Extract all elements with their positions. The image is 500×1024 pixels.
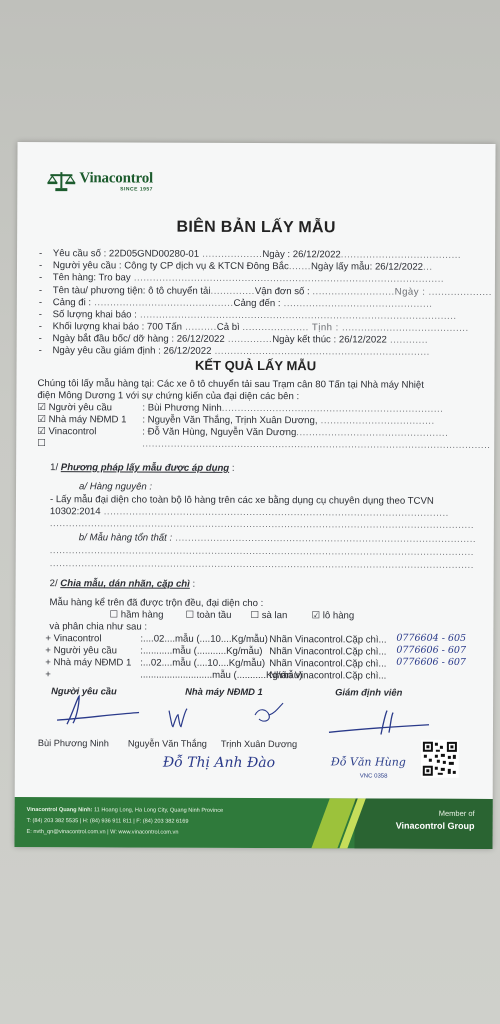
header-field-label: Người yêu cầu : Công ty CP dịch vụ & KTCN Đông Bắc <box>52 260 289 273</box>
footer-group-name: Vinacontrol Group <box>395 820 475 831</box>
section-2-number: 2/ <box>49 578 58 590</box>
split-quantity: :....02....mẫu (....10....Kg/mẫu) <box>140 633 268 646</box>
dotted-leader: ...................................................................................................................................... <box>49 518 475 531</box>
intro-line-2: điện Mông Dương 1 với sự chứng kiến của đại diện các bên : <box>37 390 300 403</box>
header-field-label: Ngày bắt đầu bốc/ dỡ hàng : 26/12/2022 <box>52 333 225 345</box>
bullet-dash: - <box>38 297 53 309</box>
dotted-leader: .............. <box>210 285 255 297</box>
dotted-leader: ..........................Ngày : .................... <box>312 286 492 299</box>
requester-signature-icon <box>43 690 143 730</box>
seal-number: 0776606 - 607 <box>396 656 467 668</box>
dotted-leader: ............................................ <box>91 297 234 309</box>
dotted-leader: ................... <box>199 248 263 261</box>
split-party: + <box>45 669 51 681</box>
header-field-label: Tên tàu/ phương tiện: ô tô chuyển tải <box>52 285 211 297</box>
bullet-dash: - <box>38 321 53 333</box>
bullet-dash: - <box>38 260 53 272</box>
header-field-mid: Cả bì <box>216 321 243 333</box>
dotted-leader: ..................... Tịnh : ........................................ <box>242 321 469 334</box>
result-title: KẾT QUẢ LẤY MẪU <box>194 357 317 374</box>
section-1a-line-1: - Lấy mẫu đại diện cho toàn bộ lô hàng trên các xe bằng dụng cụ chuyên dụng theo TCVN <box>49 494 434 507</box>
header-line <box>39 285 492 298</box>
plant-signature-2-icon <box>249 701 289 737</box>
header-line <box>39 297 433 310</box>
header-line <box>39 272 444 285</box>
party-value <box>142 403 443 415</box>
section-2-heading <box>50 578 196 590</box>
header-field-mid: Ngày lấy mẫu: 26/12/2022 <box>310 261 424 273</box>
section-1-title: Phương pháp lấy mẫu được áp dụng <box>60 462 230 474</box>
party-names: : Đỗ Văn Hùng, Nguyễn Văn Dương <box>142 426 297 439</box>
dotted-leader: .............................................................................................................. <box>142 438 491 452</box>
sample-option-hold: ☐ hầm hàng <box>109 609 164 621</box>
header-field-mid: Vận đơn số : <box>254 285 313 298</box>
dotted-leader: ............ <box>386 334 429 346</box>
section-1-heading <box>50 462 234 474</box>
party-value <box>142 415 434 427</box>
dotted-leader: ....... <box>288 261 312 273</box>
party-names: : Bùi Phương Ninh <box>142 402 222 414</box>
section-1a-label: a/ Hàng nguyên : <box>79 481 153 493</box>
party-value <box>142 427 448 439</box>
split-seal-label: Nhãn Vinacontrol.Cặp chì... <box>269 658 387 670</box>
split-seal-label: Nhãn Vinacontrol.Cặp chì... <box>269 670 387 682</box>
footer-address-text: 11 Hoang Long, Ha Long City, Quang Ninh Province <box>92 807 224 814</box>
header-line <box>39 321 469 334</box>
bullet-dash: - <box>39 248 53 260</box>
section-1-number: 1/ <box>50 462 59 474</box>
plant-label: Nhà máy NĐMD 1 <box>185 685 263 698</box>
seal-number: 0776604 - 605 <box>396 632 467 644</box>
dotted-leader: ................................................ <box>296 427 449 439</box>
plant-name-1: Nguyễn Văn Thắng <box>127 738 207 749</box>
section-1b-line <box>79 532 476 545</box>
split-quantity: :...........mẫu (...........Kg/mẫu) <box>140 645 263 658</box>
footer-company: Vinacontrol Quang Ninh: <box>26 807 93 814</box>
inspector-label: Giám định viên <box>335 686 403 698</box>
header-field-mid: Ngày : 26/12/2022 <box>262 249 341 261</box>
party-label: ☑ Vinacontrol <box>37 426 97 438</box>
header-line <box>39 345 430 358</box>
intro-line-1: Chúng tôi lấy mẫu hàng tại: Các xe ô tô chuyển tải sau Trạm cân 80 Tấn tại Nhà máy Nhiệt <box>37 378 424 391</box>
party-value <box>142 439 490 452</box>
section-1b-label: b/ Mẫu hàng tổn thất : <box>78 532 173 544</box>
dotted-leader: ...................................................................................................................................... <box>49 558 474 571</box>
vinacontrol-logo <box>47 170 153 192</box>
header-line <box>39 260 433 273</box>
dotted-leader: ............................................................................................... <box>172 532 477 545</box>
bullet-dash: - <box>38 309 53 321</box>
logo-name: Vinacontrol <box>79 170 154 187</box>
sample-option-ship: ☐ toàn tầu <box>185 609 232 621</box>
bullet-dash: - <box>38 333 53 345</box>
header-field-label: Cảng đi : <box>52 297 92 309</box>
section-2-line-2: và phân chia như sau : <box>49 621 148 633</box>
inspector-stamp-name: Đỗ Văn Hùng <box>330 755 406 769</box>
footer-member-of: Member of <box>438 808 475 818</box>
section-1a-std: 10302:2014 <box>49 506 101 518</box>
qr-code-icon <box>421 740 459 778</box>
section-1-colon: : <box>229 462 235 474</box>
section-2-title: Chia mẫu, dán nhãn, cặp chì <box>60 578 190 590</box>
split-seal-label: Nhãn Vinacontrol.Cặp chì... <box>269 646 387 658</box>
header-field-label: Số lượng khai báo : <box>52 309 137 321</box>
scales-logo-icon <box>47 170 75 192</box>
header-field-label: Yêu cầu số : 22D05GND00280-01 <box>52 248 200 260</box>
section-2-colon: : <box>189 578 196 590</box>
requester-label: Người yêu cầu <box>51 685 117 697</box>
dotted-leader: .......... <box>181 321 217 333</box>
plant-signature-1-icon <box>163 703 193 733</box>
dotted-leader: ... <box>422 261 433 273</box>
footer-address <box>27 807 224 814</box>
inspector-stamp-code: VNC 0358 <box>359 773 388 780</box>
dotted-leader: ............................................................................................................. <box>100 506 449 519</box>
split-party: + Vinacontrol <box>45 633 102 645</box>
document-sheet <box>14 142 495 849</box>
sample-option-lot: ☑ lô hàng <box>311 610 355 622</box>
footer-bar <box>14 797 492 849</box>
seal-number: 0776606 - 607 <box>396 644 467 656</box>
footer-email: E: nvth_qn@vinacontrol.com.vn | W: www.vinacontrol.com.vn <box>26 829 179 836</box>
header-field-label: Tên hàng: Tro bay <box>52 272 131 284</box>
dotted-leader: ...................................................................... <box>221 402 444 415</box>
header-field-label: Khối lượng khai báo : 700 Tấn <box>52 321 182 333</box>
header-field-label: Ngày yêu cầu giám định : 26/12/2022 <box>52 345 212 357</box>
header-line <box>39 248 461 261</box>
header-line <box>39 309 457 322</box>
section-1a-line-2 <box>50 506 449 519</box>
header-field-mid: Cảng đến : <box>233 297 281 310</box>
split-quantity: ...........................mẫu (...........Kg/mẫu) <box>140 669 303 682</box>
header-field-mid: Ngày kết thúc : 26/12/2022 <box>272 334 387 346</box>
party-names: : Nguyễn Văn Thắng, Trịnh Xuân Dương, <box>142 414 318 427</box>
bullet-dash: - <box>38 285 53 297</box>
split-party: + Nhà máy NĐMD 1 <box>45 657 132 669</box>
dotted-leader: ...................................................................................................................................... <box>49 545 474 558</box>
dotted-leader: ............................................... <box>280 298 433 310</box>
party-label: ☑ Người yêu cầu <box>37 402 113 414</box>
dotted-leader: .................................................................................................. <box>130 272 445 285</box>
bullet-dash: - <box>38 345 53 357</box>
dotted-leader: .............. <box>224 333 273 346</box>
header-line <box>39 333 428 346</box>
requester-name: Bùi Phương Ninh <box>37 738 109 749</box>
sample-option-barge: ☐ sà lan <box>250 609 288 622</box>
dotted-leader: .................................... <box>317 415 435 427</box>
split-seal-label: Nhãn Vinacontrol.Cặp chì... <box>269 634 387 646</box>
dotted-leader: .................................................................... <box>211 345 430 358</box>
split-party: + Người yêu cầu <box>45 645 118 657</box>
party-label: ☐ <box>37 438 46 450</box>
inspector-signature-icon <box>325 708 435 738</box>
footer-phone: T: (84) 203 382 5535 | H: (84) 936 911 811 | F: (84) 203 382 6169 <box>26 818 189 825</box>
logo-since: SINCE 1957 <box>120 186 153 193</box>
document-title: BIÊN BẢN LẤY MẪU <box>176 218 336 237</box>
party-label: ☑ Nhà máy NĐMD 1 <box>37 414 127 426</box>
section-2-line-1: Mẫu hàng kể trên đã được trộn đều, đại diện cho : <box>49 597 264 610</box>
split-quantity: :...02....mẫu (....10....Kg/mẫu) <box>140 657 266 670</box>
dotted-leader: ...................................... <box>340 249 462 261</box>
plant-name-2: Trịnh Xuân Dương <box>220 738 298 750</box>
handwritten-name: Đỗ Thị Anh Đào <box>162 754 276 772</box>
dotted-leader: .................................................................................................... <box>136 309 457 322</box>
bullet-dash: - <box>38 272 53 284</box>
